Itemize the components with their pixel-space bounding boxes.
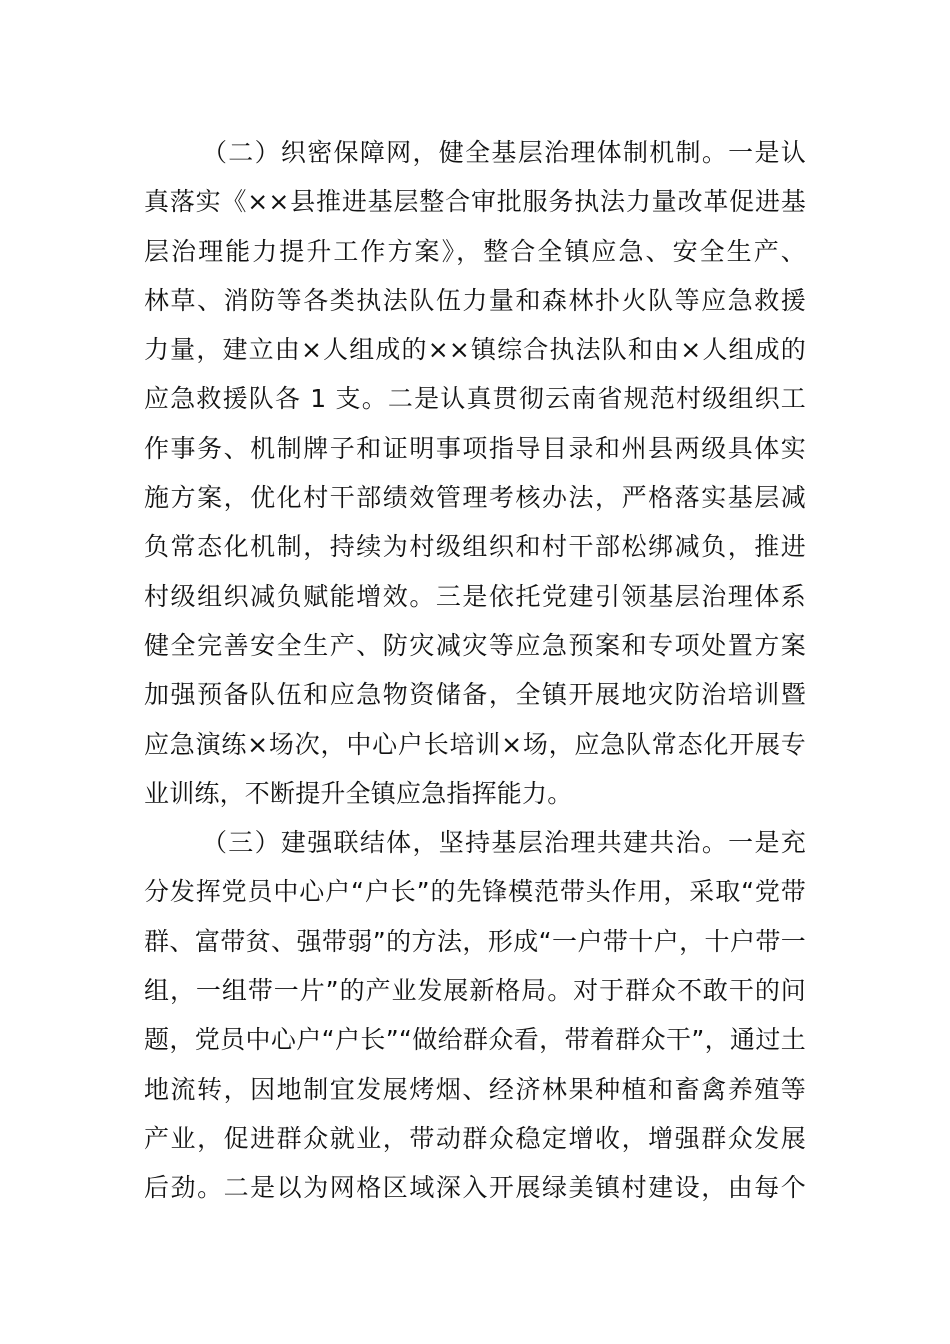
document-body <box>144 128 806 1213</box>
paragraph-line: 层治理能力提升工作方案》，整合全镇应急、安全生产、 <box>144 236 806 266</box>
paragraph-line: 林草、消防等各类执法队伍力量和森林扑火队等应急救援 <box>144 285 806 315</box>
paragraph-line: 地流转，因地制宜发展烤烟、经济林果种植和畜禽养殖等 <box>144 1074 806 1104</box>
paragraph-line: （二）织密保障网，健全基层治理体制机制。一是认 <box>202 138 806 167</box>
paragraph-line: 力量，建立由×人组成的××镇综合执法队和由×人组成的 <box>144 335 806 365</box>
paragraph-line: 加强预备队伍和应急物资储备，全镇开展地灾防治培训暨 <box>144 680 806 710</box>
paragraph-line: （三）建强联结体，坚持基层治理共建共治。一是充 <box>202 828 806 858</box>
paragraph-line: 健全完善安全生产、防灾减灾等应急预案和专项处置方案 <box>144 630 806 660</box>
paragraph-governance-system <box>144 128 806 818</box>
paragraph-line: 负常态化机制，持续为村级组织和村干部松绑减负，推进 <box>144 532 806 562</box>
paragraph-line: 村级组织减负赋能增效。三是依托党建引领基层治理体系 <box>144 581 806 611</box>
paragraph-line: 产业，促进群众就业，带动群众稳定增收，增强群众发展 <box>144 1123 806 1153</box>
paragraph-line: 组，一组带一片”的产业发展新格局。对于群众不敢干的问 <box>144 976 806 1006</box>
paragraph-line: 应急演练×场次，中心户长培训×场，应急队常态化开展专 <box>144 729 806 759</box>
paragraph-line: 题，党员中心户“户长”“做给群众看，带着群众干”，通过土 <box>144 1025 806 1055</box>
paragraph-line: 应急救援队各 1 支。二是认真贯彻云南省规范村级组织工 <box>144 384 806 414</box>
paragraph-co-governance <box>144 818 806 1212</box>
paragraph-line: 作事务、机制牌子和证明事项指导目录和州县两级具体实 <box>144 433 806 463</box>
paragraph-line: 真落实《××县推进基层整合审批服务执法力量改革促进基 <box>144 187 806 217</box>
paragraph-line: 群、富带贫、强带弱”的方法，形成“一户带十户，十户带一 <box>144 926 806 956</box>
paragraph-line: 分发挥党员中心户“户长”的先锋模范带头作用，采取“党带 <box>144 877 806 907</box>
paragraph-line: 后劲。二是以为网格区域深入开展绿美镇村建设，由每个 <box>144 1173 806 1203</box>
paragraph-line: 业训练，不断提升全镇应急指挥能力。 <box>144 778 573 808</box>
paragraph-line: 施方案，优化村干部绩效管理考核办法，严格落实基层减 <box>144 483 806 513</box>
